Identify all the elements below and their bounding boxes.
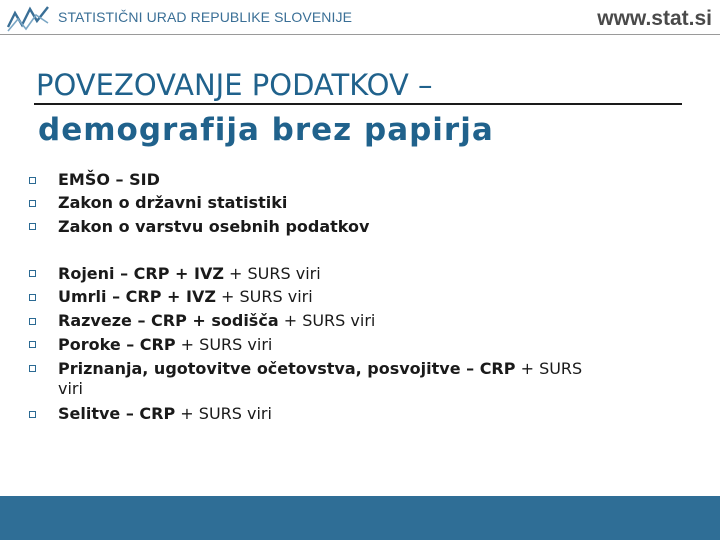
sursi-logo-icon [6,5,50,33]
list-item-bold: Rojeni – CRP + IVZ [58,264,224,283]
header-divider [0,34,720,35]
organization-name: STATISTIČNI URAD REPUBLIKE SLOVENIJE [58,9,353,25]
website-url[interactable]: www.stat.si [597,7,712,30]
list-item [58,310,375,332]
bullet-square-icon [29,294,36,301]
list-item-bold: Priznanja, ugotovitve očetovstva, posvojitve – CRP [58,359,516,378]
list-item [58,216,369,238]
bullet-square-icon [29,318,36,325]
list-item [58,286,313,308]
list-item-rest: + SURS viri [223,264,321,283]
bullet-square-icon [29,223,36,230]
bullet-square-icon [29,200,36,207]
list-item-rest: + SURS viri [278,311,376,330]
list-item-rest: + SURS viri [175,404,272,423]
list-item [58,263,321,285]
list-item-bold: Poroke – CRP [58,335,176,354]
list-item-continuation: viri [58,379,83,398]
bullet-square-icon [29,411,36,418]
list-item-rest: + SURS [515,359,583,378]
list-item-rest: + SURS viri [215,287,313,306]
title-underline [34,103,682,105]
list-item [58,169,160,191]
list-item-bold: Umrli – CRP + IVZ [58,287,216,306]
list-item [58,358,582,380]
header [0,0,720,36]
slide-title-line1: POVEZOVANJE PODATKOV – [36,68,433,102]
list-item [58,403,272,425]
list-item-bold: Razveze – CRP + sodišča [58,311,279,330]
bullet-square-icon [29,365,36,372]
list-item-bold: Selitve – CRP [58,404,176,423]
list-item-rest: + SURS viri [175,335,273,354]
bullet-square-icon [29,177,36,184]
list-item-bold: Zakon o varstvu osebnih podatkov [58,217,370,236]
footer-bar [0,496,720,540]
list-item-bold: Zakon o državni statistiki [58,193,288,212]
list-item [58,334,272,356]
bullet-square-icon [29,270,36,277]
slide-title-line2: demografija brez papirja [38,112,494,148]
list-item-bold: EMŠO – SID [58,170,160,189]
list-item [58,192,287,214]
bullet-square-icon [29,341,36,348]
